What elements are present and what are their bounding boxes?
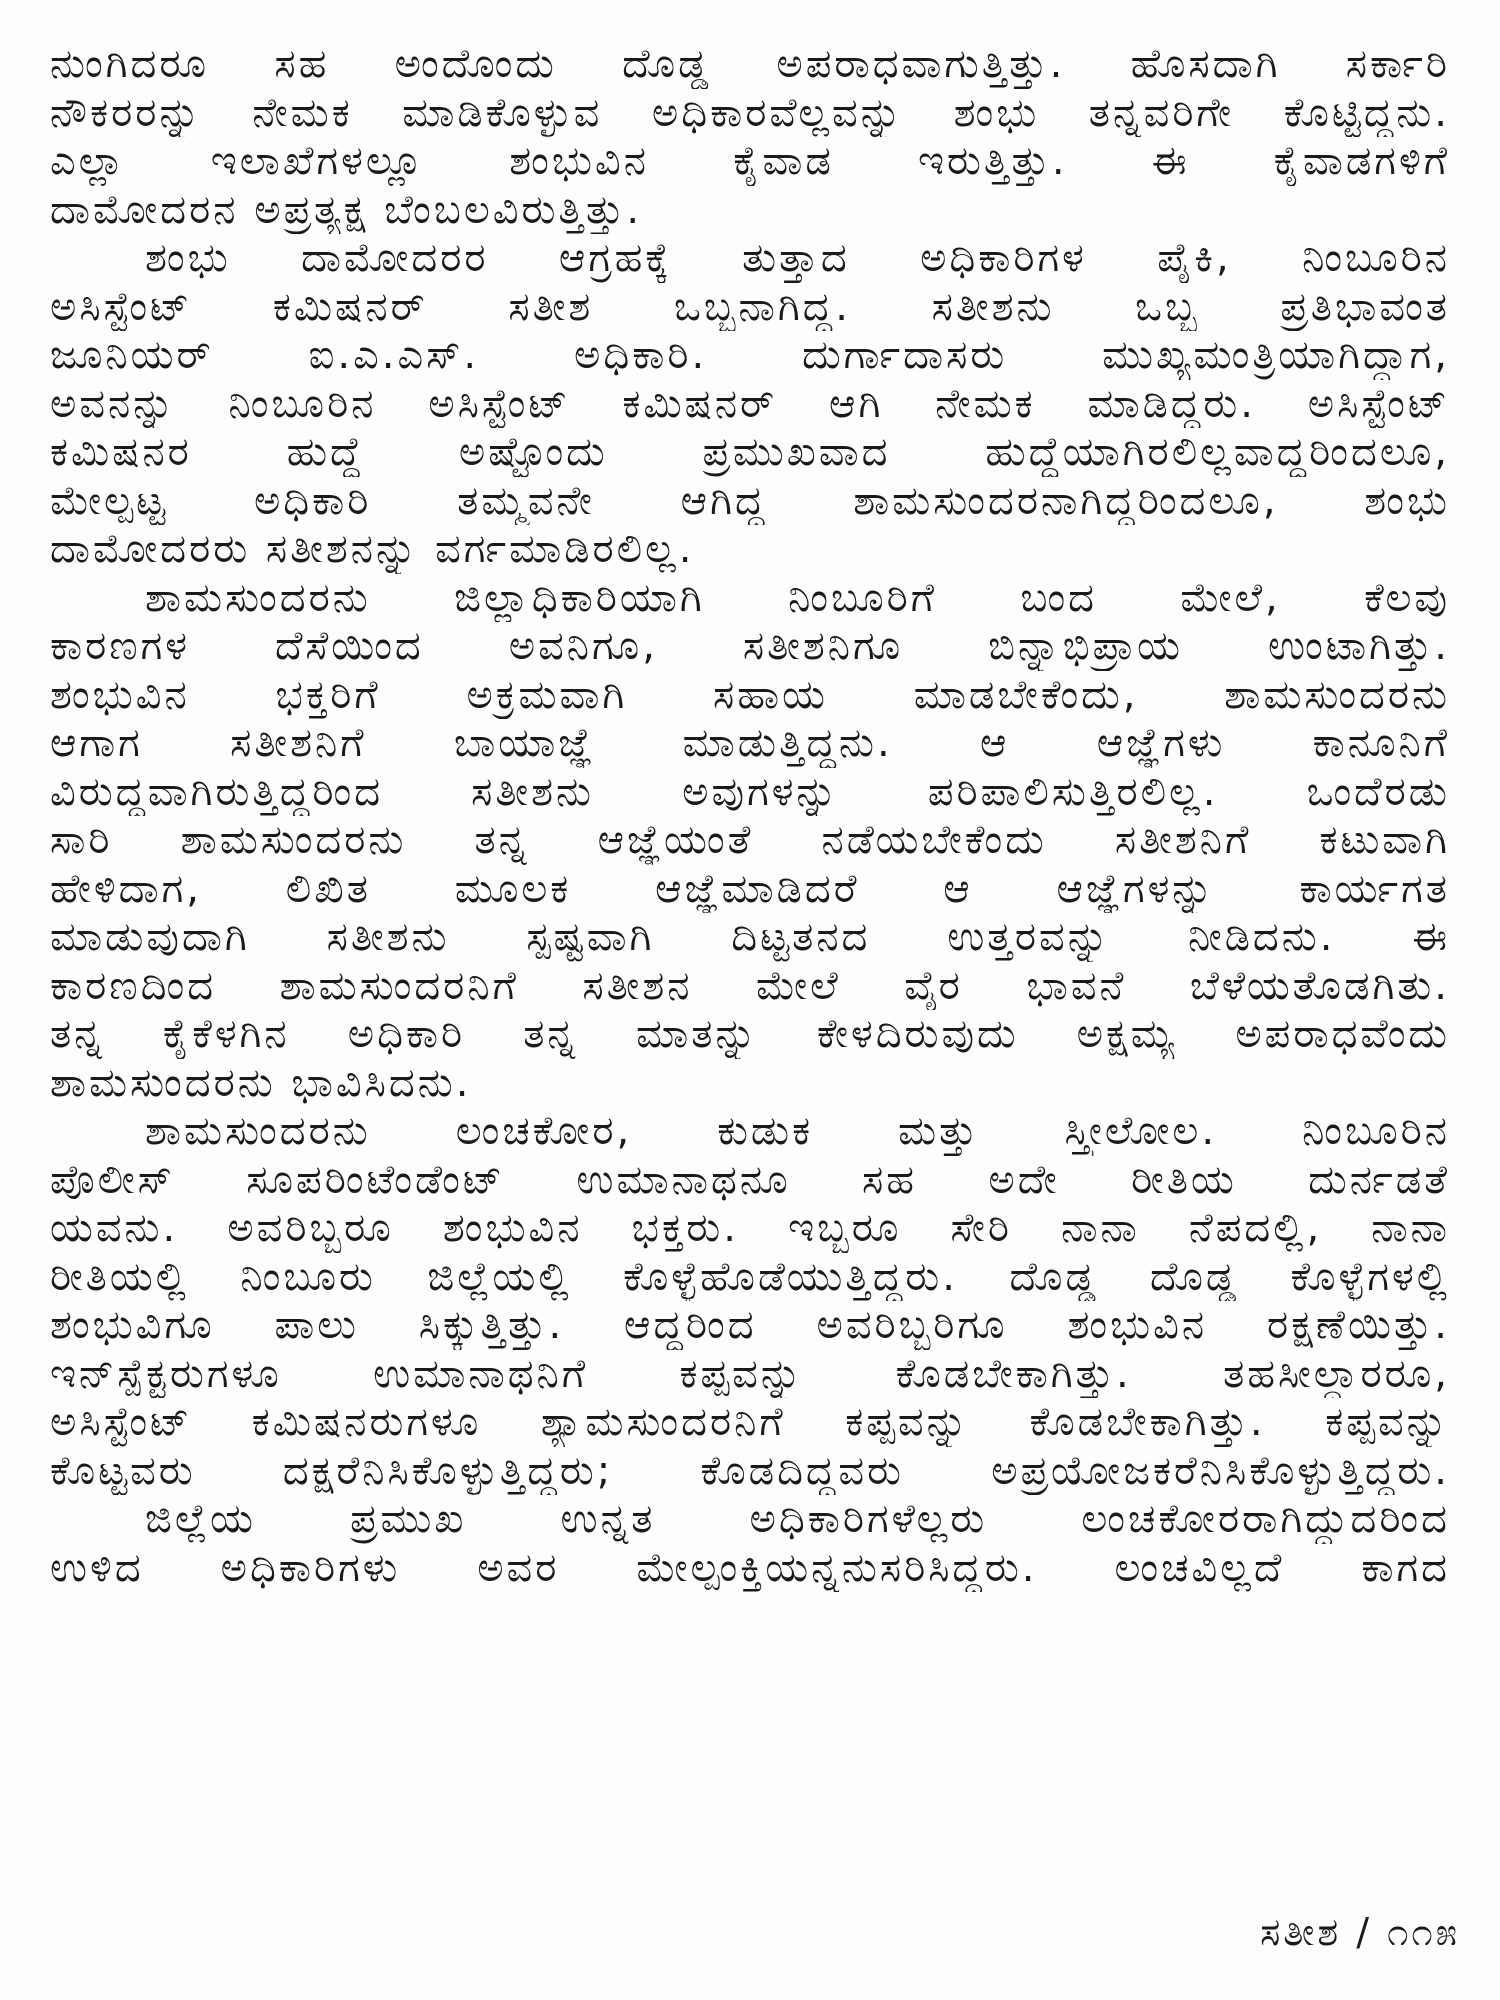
text-line-19: ಮಾಡುವುದಾಗಿ ಸತೀಶನು ಸ್ಪಷ್ಟವಾಗಿ ದಿಟ್ಟತನದ ಉತ್ತರವನ್ನು ನೀಡಿದನು. ಈ xyxy=(50,914,1450,960)
text-line-25: ಯವನು. ಅವರಿಬ್ಬರೂ ಶಂಭುವಿನ ಭಕ್ತರು. ಇಬ್ಬರೂ ಸೇರಿ ನಾನಾ ನೆಪದಲ್ಲಿ, ನಾನಾ xyxy=(50,1205,1450,1251)
text-line-22: ಶಾಮಸುಂದರನು ಭಾವಿಸಿದನು. xyxy=(50,1059,472,1106)
text-line-20: ಕಾರಣದಿಂದ ಶಾಮಸುಂದರನಿಗೆ ಸತೀಶನ ಮೇಲೆ ವೈರ ಭಾವನೆ ಬೆಳೆಯತೊಡಗಿತು. xyxy=(50,962,1450,1009)
text-line-29: ಅಸಿಸ್ಟೆಂಟ್ ಕಮಿಷನರುಗಳೂ ಶ್ಯಾಮಸುಂದರನಿಗೆ ಕಪ್ಪವನ್ನು ಕೊಡಬೇಕಾಗಿತ್ತು. ಕಪ್ಪವನ್ನು xyxy=(50,1399,1450,1445)
text-line-2: ನೌಕರರನ್ನು ನೇಮಕ ಮಾಡಿಕೊಳ್ಳುವ ಅಧಿಕಾರವೆಲ್ಲವನ್ನು ಶಂಭು ತನ್ನವರಿಗೇ ಕೊಟ್ಟಿದ್ದನು. xyxy=(50,89,1450,136)
text-line-17: ಸಾರಿ ಶಾಮಸುಂದರನು ತನ್ನ ಆಜ್ಞೆಯಂತೆ ನಡೆಯಬೇಕೆಂದು ಸತೀಶನಿಗೆ ಕಟುವಾಗಿ xyxy=(50,817,1450,863)
text-line-27: ಶಂಭುವಿಗೂ ಪಾಲು ಸಿಕ್ಕುತ್ತಿತ್ತು. ಆದ್ದರಿಂದ ಅವರಿಬ್ಬರಿಗೂ ಶಂಭುವಿನ ರಕ್ಷಣೆಯಿತ್ತು. xyxy=(50,1302,1450,1348)
body-text xyxy=(50,40,1450,1592)
text-line-5: ಶಂಭು ದಾಮೋದರರ ಆಗ್ರಹಕ್ಕೆ ತುತ್ತಾದ ಅಧಿಕಾರಿಗಳ ಪೈಕಿ, ನಿಂಬೂರಿನ xyxy=(145,235,1450,281)
text-line-1: ನುಂಗಿದರೂ ಸಹ ಅಂದೊಂದು ದೊಡ್ಡ ಅಪರಾಧವಾಗುತ್ತಿತ್ತು. ಹೊಸದಾಗಿ ಸರ್ಕಾರಿ xyxy=(50,41,1450,87)
text-line-16: ವಿರುದ್ಧವಾಗಿರುತ್ತಿದ್ದರಿಂದ ಸತೀಶನು ಅವುಗಳನ್ನು ಪರಿಪಾಲಿಸುತ್ತಿರಲಿಲ್ಲ. ಒಂದೆರಡು xyxy=(50,768,1450,815)
text-line-30: ಕೊಟ್ಟವರು ದಕ್ಷರೆನಿಸಿಕೊಳ್ಳುತ್ತಿದ್ದರು; ಕೊಡದಿದ್ದವರು ಅಪ್ರಯೋಜಕರೆನಿಸಿಕೊಳ್ಳುತ್ತಿದ್ದರು. xyxy=(50,1447,1450,1494)
text-line-26: ರೀತಿಯಲ್ಲಿ ನಿಂಬೂರು ಜಿಲ್ಲೆಯಲ್ಲಿ ಕೊಳ್ಳೆಹೊಡೆಯುತ್ತಿದ್ದರು. ದೊಡ್ಡ ದೊಡ್ಡ ಕೊಳ್ಳೆಗಳಲ್ಲಿ xyxy=(50,1253,1450,1300)
text-line-7: ಜೂನಿಯರ್ ಐ.ಎ.ಎಸ್. ಅಧಿಕಾರಿ. ದುರ್ಗಾದಾಸರು ಮುಖ್ಯಮಂತ್ರಿಯಾಗಿದ್ದಾಗ, xyxy=(50,332,1450,378)
text-line-32: ಉಳಿದ ಅಧಿಕಾರಿಗಳು ಅವರ ಮೇಲ್ಪಂಕ್ತಿಯನ್ನನುಸರಿಸಿದ್ದರು. ಲಂಚವಿಲ್ಲದೆ ಕಾಗದ xyxy=(50,1544,1450,1591)
text-line-9: ಕಮಿಷನರ ಹುದ್ದೆ ಅಷ್ಟೊಂದು ಪ್ರಮುಖವಾದ ಹುದ್ದೆಯಾಗಿರಲಿಲ್ಲವಾದ್ದರಿಂದಲೂ, xyxy=(50,429,1450,475)
text-line-31: ಜಿಲ್ಲೆಯ ಪ್ರಮುಖ ಉನ್ನತ ಅಧಿಕಾರಿಗಳೆಲ್ಲರು ಲಂಚಕೋರರಾಗಿದ್ದುದರಿಂದ xyxy=(145,1496,1450,1542)
text-line-15: ಆಗಾಗ ಸತೀಶನಿಗೆ ಬಾಯಾಜ್ಞೆ ಮಾಡುತ್ತಿದ್ದನು. ಆ ಆಜ್ಞೆಗಳು ಕಾನೂನಿಗೆ xyxy=(50,720,1450,766)
text-line-12: ಶಾಮಸುಂದರನು ಜಿಲ್ಲಾಧಿಕಾರಿಯಾಗಿ ನಿಂಬೂರಿಗೆ ಬಂದ ಮೇಲೆ, ಕೆಲವು xyxy=(145,574,1450,621)
text-line-6: ಅಸಿಸ್ಟೆಂಟ್ ಕಮಿಷನರ್ ಸತೀಶ ಒಬ್ಬನಾಗಿದ್ದ. ಸತೀಶನು ಒಬ್ಬ ಪ್ರತಿಭಾವಂತ xyxy=(50,283,1450,330)
text-line-18: ಹೇಳಿದಾಗ, ಲಿಖಿತ ಮೂಲಕ ಆಜ್ಞೆಮಾಡಿದರೆ ಆ ಆಜ್ಞೆಗಳನ್ನು ಕಾರ್ಯಗತ xyxy=(50,865,1450,912)
text-line-10: ಮೇಲ್ಪಟ್ಟ ಅಧಿಕಾರಿ ತಮ್ಮವನೇ ಆಗಿದ್ದ ಶಾಮಸುಂದರನಾಗಿದ್ದರಿಂದಲೂ, ಶಂಭು xyxy=(50,477,1450,524)
text-line-28: ಇನ್‌ಸ್ಪೆಕ್ಟರುಗಳೂ ಉಮಾನಾಥನಿಗೆ ಕಪ್ಪವನ್ನು ಕೊಡಬೇಕಾಗಿತ್ತು. ತಹಸೀಲ್ದಾರರೂ, xyxy=(50,1350,1450,1397)
text-line-21: ತನ್ನ ಕೈಕೆಳಗಿನ ಅಧಿಕಾರಿ ತನ್ನ ಮಾತನ್ನು ಕೇಳದಿರುವುದು ಅಕ್ಷಮ್ಯ ಅಪರಾಧವೆಂದು xyxy=(50,1011,1450,1057)
text-line-8: ಅವನನ್ನು ನಿಂಬೂರಿನ ಅಸಿಸ್ಟೆಂಟ್ ಕಮಿಷನರ್ ಆಗಿ ನೇಮಕ ಮಾಡಿದ್ದರು. ಅಸಿಸ್ಟೆಂಟ್ xyxy=(50,380,1450,427)
text-line-11: ದಾಮೋದರರು ಸತೀಶನನ್ನು ವರ್ಗಮಾಡಿರಲಿಲ್ಲ. xyxy=(50,526,695,572)
page-footer: ಸತೀಶ / ೧೧೫ xyxy=(1260,1910,1460,1954)
text-line-3: ಎಲ್ಲಾ ಇಲಾಖೆಗಳಲ್ಲೂ ಶಂಭುವಿನ ಕೈವಾಡ ಇರುತ್ತಿತ್ತು. ಈ ಕೈವಾಡಗಳಿಗೆ xyxy=(50,138,1450,184)
text-line-24: ಪೊಲೀಸ್ ಸೂಪರಿಂಟೆಂಡೆಂಟ್ ಉಮಾನಾಥನೂ ಸಹ ಅದೇ ರೀತಿಯ ದುರ್ನಡತೆ xyxy=(50,1156,1450,1203)
text-line-4: ದಾಮೋದರನ ಅಪ್ರತ್ಯಕ್ಷ ಬೆಂಬಲವಿರುತ್ತಿತ್ತು. xyxy=(50,186,643,233)
text-line-13: ಕಾರಣಗಳ ದೆಸೆಯಿಂದ ಅವನಿಗೂ, ಸತೀಶನಿಗೂ ಬಿನ್ನಾಭಿಪ್ರಾಯ ಉಂಟಾಗಿತ್ತು. xyxy=(50,623,1450,669)
text-line-23: ಶಾಮಸುಂದರನು ಲಂಚಕೋರ, ಕುಡುಕ ಮತ್ತು ಸ್ತ್ರೀಲೋಲ. ನಿಂಬೂರಿನ xyxy=(145,1108,1450,1154)
text-line-14: ಶಂಭುವಿನ ಭಕ್ತರಿಗೆ ಅಕ್ರಮವಾಗಿ ಸಹಾಯ ಮಾಡಬೇಕೆಂದು, ಶಾಮಸುಂದರನು xyxy=(50,671,1450,718)
